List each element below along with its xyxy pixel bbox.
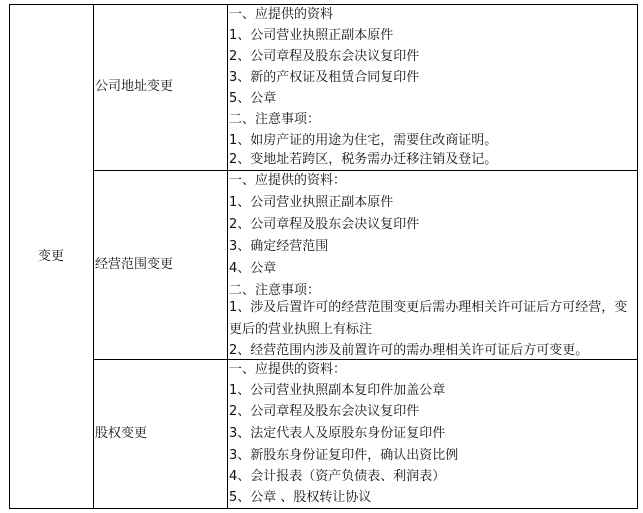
detail-line: 二、注意事项： [229,112,321,127]
detail-line: 一、应提供的资料： [229,173,347,188]
change-type-address [95,4,225,170]
detail-line: 1、公司营业执照正副本原件 [229,28,394,43]
detail-line: 2、变地址若跨区，税务需办迁移注销及登记。 [229,152,498,167]
detail-line: 2、公司章程及股东会决议复印件 [229,217,420,232]
detail-line: 3、新股东身份证复印件，确认出资比例 [229,448,459,463]
change-type-label: 股权变更 [95,426,148,441]
address-change-details [229,4,637,170]
detail-line: 4、会计报表（资产负债表、利润表） [229,469,446,484]
business-scope-change-details [229,170,637,359]
category-cell [9,4,93,509]
detail-line: 3、确定经营范围 [229,239,329,254]
detail-line: 5、公章 [229,91,277,106]
change-type-business-scope [95,170,225,359]
detail-line: 2、经营范围内涉及前置许可的需办理相关许可证后方可变更。 [229,343,589,358]
vertical-divider-1 [93,4,94,509]
detail-line: 2、公司章程及股东会决议复印件 [229,49,420,64]
category-label: 变更 [37,248,64,264]
detail-line: 1、如房产证的用途为住宅，需要住改商证明。 [229,133,498,148]
equity-change-details [229,359,637,509]
detail-line: 1、公司营业执照副本复印件加盖公章 [229,383,446,398]
detail-line: 3、法定代表人及原股东身份证复印件 [229,426,446,441]
detail-wrapped-line: 1、涉及后置许可的经营范围变更后需办理相关许可证后方可经营，变更后的营业执照上有标注 [229,300,628,337]
detail-line: 一、应提供的资料 [229,7,334,22]
change-type-label: 经营范围变更 [95,256,174,272]
detail-line: 1、公司营业执照正副本原件 [229,195,394,210]
detail-line: 一、应提供的资料： [229,362,347,377]
detail-line: 二、注意事项： [229,283,321,298]
detail-line: 4、公章 [229,261,277,276]
detail-line: 2、公司章程及股东会决议复印件 [229,404,420,419]
change-type-label: 公司地址变更 [95,79,174,94]
detail-line: 5、公章 、股权转让协议 [229,490,372,505]
change-requirements-table [9,4,638,509]
detail-line: 3、新的产权证及租赁合同复印件 [229,70,420,85]
change-type-equity [95,359,225,509]
vertical-divider-2 [227,4,228,509]
